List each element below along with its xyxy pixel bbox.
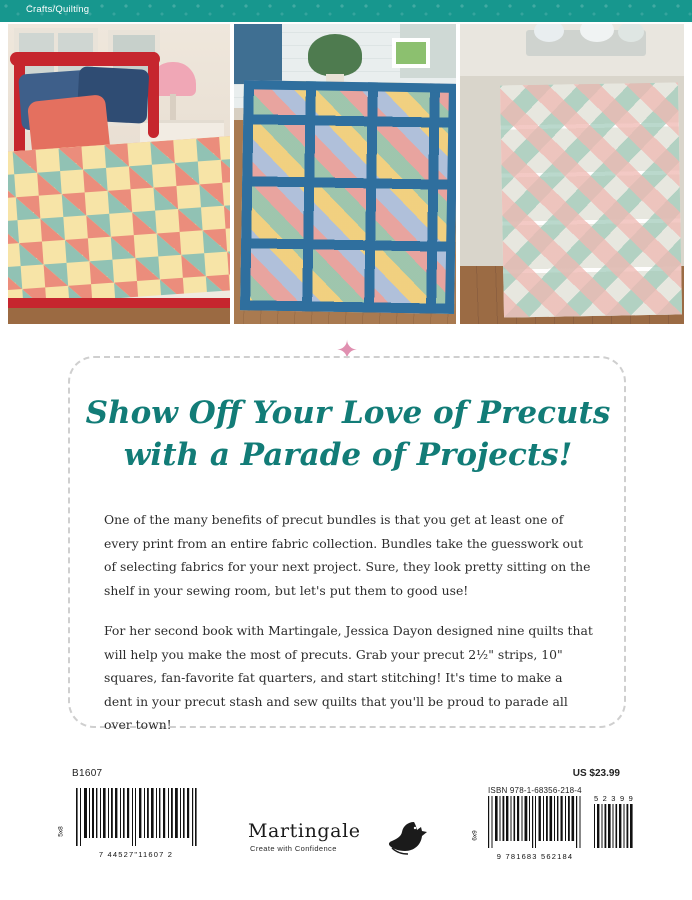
category-band bbox=[0, 0, 692, 22]
upc-digits: 7 44527"11607 2 bbox=[98, 850, 174, 859]
upc-barcode bbox=[74, 788, 198, 859]
page-title bbox=[84, 392, 612, 476]
headline-line-2: with a Parade of Projects! bbox=[123, 437, 573, 473]
photo-strip bbox=[8, 24, 684, 324]
upc-trim-size-label: 5x8 bbox=[57, 826, 65, 837]
isbn-label: ISBN 978-1-68356-218-4 bbox=[488, 786, 582, 795]
ean-barcode-bars bbox=[486, 796, 584, 850]
bird-icon bbox=[384, 818, 430, 858]
blurb-paragraph-2: For her second book with Martingale, Jessica Dayon designed nine quilts that will help you make the most of precuts. Grab your precut 2½" strips, 10" squares, fan-favorite fat quarters, and start stitching! It's time to make a dent in your precut stash and sew quilts that you'll be proud to parade all over town! bbox=[104, 623, 593, 732]
upc-barcode-bars bbox=[74, 788, 198, 848]
publisher-name: Martingale bbox=[248, 820, 361, 842]
headline-line-1: Show Off Your Love of Precuts bbox=[85, 395, 611, 431]
ean-digits: 9 781683 562184 bbox=[496, 852, 574, 861]
price-addon-digits: 5 2 3 9 9 bbox=[594, 794, 634, 803]
blurb bbox=[104, 508, 594, 754]
publisher-logo bbox=[248, 818, 448, 870]
price-label: US $23.99 bbox=[572, 768, 620, 779]
sku-label: B1607 bbox=[72, 768, 103, 779]
ean-barcode bbox=[486, 796, 584, 861]
category-label: Crafts/Quilting bbox=[26, 4, 90, 15]
price-addon-barcode bbox=[592, 796, 636, 850]
bedroom-quilt-photo bbox=[8, 24, 230, 324]
blurb-paragraph-1: One of the many benefits of precut bundles is that you get at least one of every print from an entire fabric collection. Bundles take the guesswork out of selecting fabrics for your next project. Sure, they look pretty sitting on the shelf in your sewing room, but let's put them to good use! bbox=[104, 512, 591, 598]
price-addon-bars bbox=[592, 796, 636, 850]
publisher-tagline: Create with Confidence bbox=[250, 844, 337, 853]
sofa-quilt-photo bbox=[460, 24, 684, 324]
ean-trim-size-label: 6x9 bbox=[471, 830, 479, 841]
sparkle-icon: ✦ bbox=[336, 335, 358, 365]
kitchen-floor-quilt-photo bbox=[234, 24, 456, 324]
